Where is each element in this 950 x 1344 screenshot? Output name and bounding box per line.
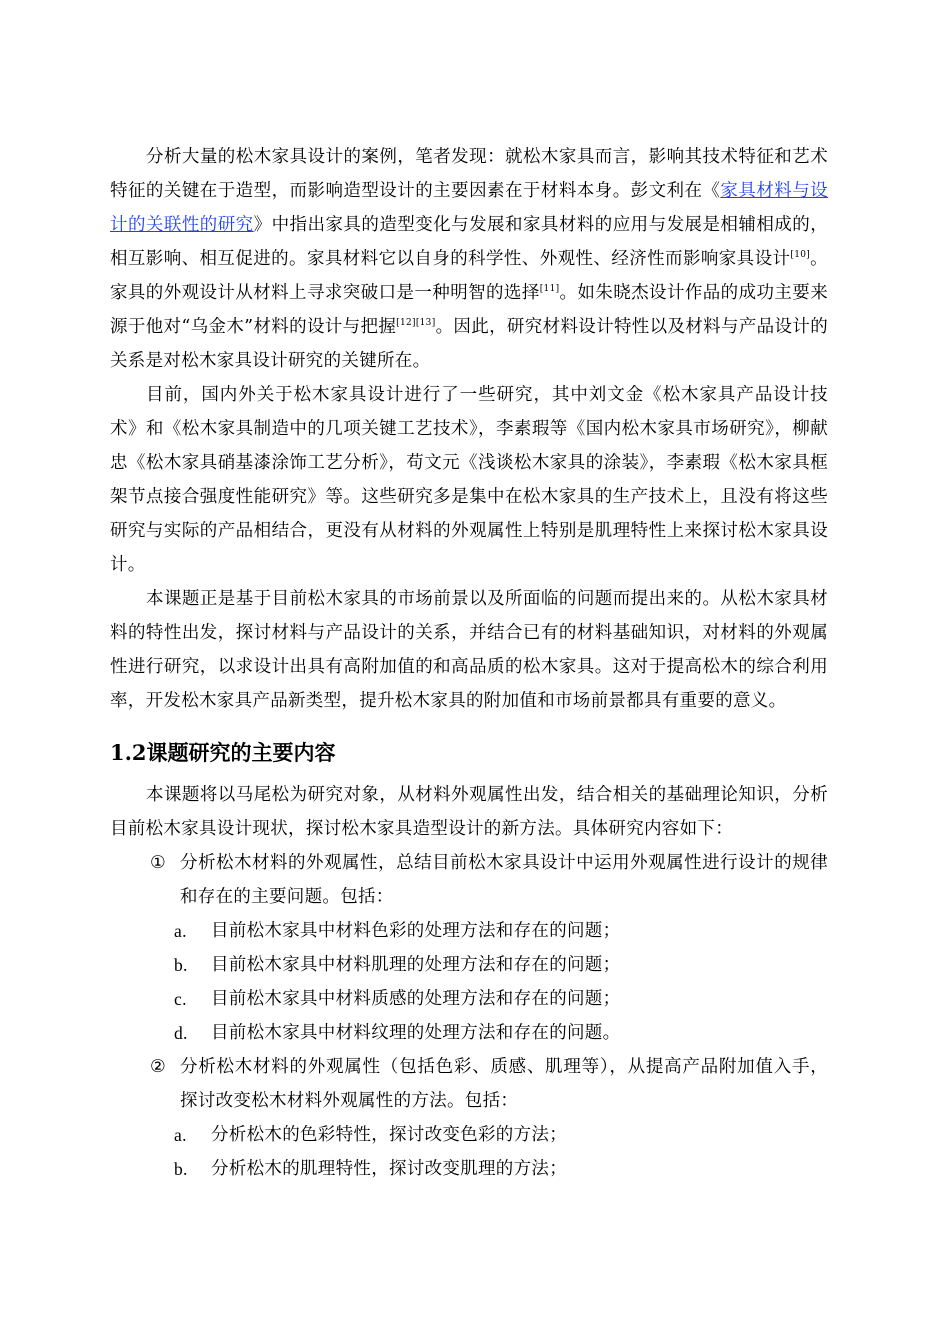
item-number: ② — [150, 1057, 166, 1077]
sub-item — [110, 982, 828, 1016]
list-item — [110, 846, 828, 914]
sub-item — [110, 914, 828, 948]
research-item-1 — [110, 846, 828, 1050]
sub-item-letter: d. — [174, 1023, 188, 1043]
paragraph-2: 目前，国内外关于松木家具设计进行了一些研究，其中刘文金《松木家具产品设计技术》和《松木家具制造中的几项关键工艺技术》，李素瑕等《国内松木家具市场研究》，柳献忠《松木家具硝基漆涂饰工艺分析》，苟文元《浅谈松木家具的涂装》，李素瑕《松木家具框架节点接合强度性能研究》等。这些研究多是集中在松木家具的生产技术上，且没有将这些研究与实际的产品相结合，更没有从材料的外观属性上特别是肌理特性上来探讨松木家具设计。 — [110, 385, 828, 575]
citation-10: [10] — [790, 250, 811, 260]
citation-11: [11] — [539, 284, 560, 294]
sub-item-text: 分析松木的肌理特性，探讨改变肌理的方法； — [211, 1159, 567, 1179]
paragraph-1 — [110, 140, 828, 378]
paragraph-text: 。如朱晓杰设计作品的成功主要来源于他对“乌金木”材料的设计与把握 — [110, 283, 829, 337]
sub-item — [110, 1016, 828, 1050]
citation-12-13: [12][13] — [396, 318, 436, 328]
sub-item — [110, 1152, 828, 1186]
paragraph-text: 。家具的外观设计从材料上寻求突破口是一种明智的选择 — [110, 249, 828, 303]
paragraph-text: 》中指出家具的造型变化与发展和家具材料的应用与发展是相辅相成的，相互影响、相互促进的。家具材料它以自身的科学性、外观性、经济性而影响家具设计 — [110, 215, 828, 269]
paragraph-text: 分析大量的松木家具设计的案例，笔者发现：就松木家具而言，影响其技术特征和艺术特征的关键在于造型，而影响造型设计的主要因素在于材料本身。彭文利在《 — [110, 147, 828, 201]
sub-item — [110, 948, 828, 982]
section-intro: 本课题将以马尾松为研究对象，从材料外观属性出发，结合相关的基础理论知识，分析目前松木家具设计现状，探讨松木家具造型设计的新方法。具体研究内容如下： — [110, 785, 828, 839]
reference-link[interactable]: 家具材料与设计的关联性的研究 — [110, 181, 828, 235]
list-item — [110, 1050, 828, 1118]
sub-item-text: 分析松木的色彩特性，探讨改变色彩的方法； — [211, 1125, 567, 1145]
sub-item-text: 目前松木家具中材料纹理的处理方法和存在的问题。 — [211, 1023, 621, 1043]
sub-item — [110, 1118, 828, 1152]
item-text: 分析松木材料的外观属性，总结目前松木家具设计中运用外观属性进行设计的规律和存在的主要问题。包括： — [180, 853, 828, 907]
item-number: ① — [150, 853, 166, 873]
item-text: 分析松木材料的外观属性（包括色彩、质感、肌理等），从提高产品附加值入手，探讨改变松木材料外观属性的方法。包括： — [180, 1057, 828, 1111]
sub-item-letter: b. — [174, 955, 188, 975]
paragraph-text: 。因此，研究材料设计特性以及材料与产品设计的关系是对松木家具设计研究的关键所在。 — [110, 317, 828, 371]
sub-item-text: 目前松木家具中材料质感的处理方法和存在的问题； — [211, 989, 621, 1009]
research-item-2 — [110, 1050, 828, 1186]
sub-item-letter: a. — [174, 1125, 187, 1145]
sub-item-letter: b. — [174, 1159, 188, 1179]
paragraph-3: 本课题正是基于目前松木家具的市场前景以及所面临的问题而提出来的。从松木家具材料的特性出发，探讨材料与产品设计的关系，并结合已有的材料基础知识，对材料的外观属性进行研究，以求设计出具有高附加值的和高品质的松木家具。这对于提高松木的综合利用率，开发松木家具产品新类型，提升松木家具的附加值和市场前景都具有重要的意义。 — [110, 589, 828, 711]
section-heading: 1.2课题研究的主要内容 — [110, 740, 336, 765]
sub-item-text: 目前松木家具中材料色彩的处理方法和存在的问题； — [211, 921, 621, 941]
sub-item-letter: a. — [174, 921, 187, 941]
sub-item-letter: c. — [174, 989, 187, 1009]
page-content — [110, 140, 828, 1186]
sub-item-text: 目前松木家具中材料肌理的处理方法和存在的问题； — [211, 955, 621, 975]
